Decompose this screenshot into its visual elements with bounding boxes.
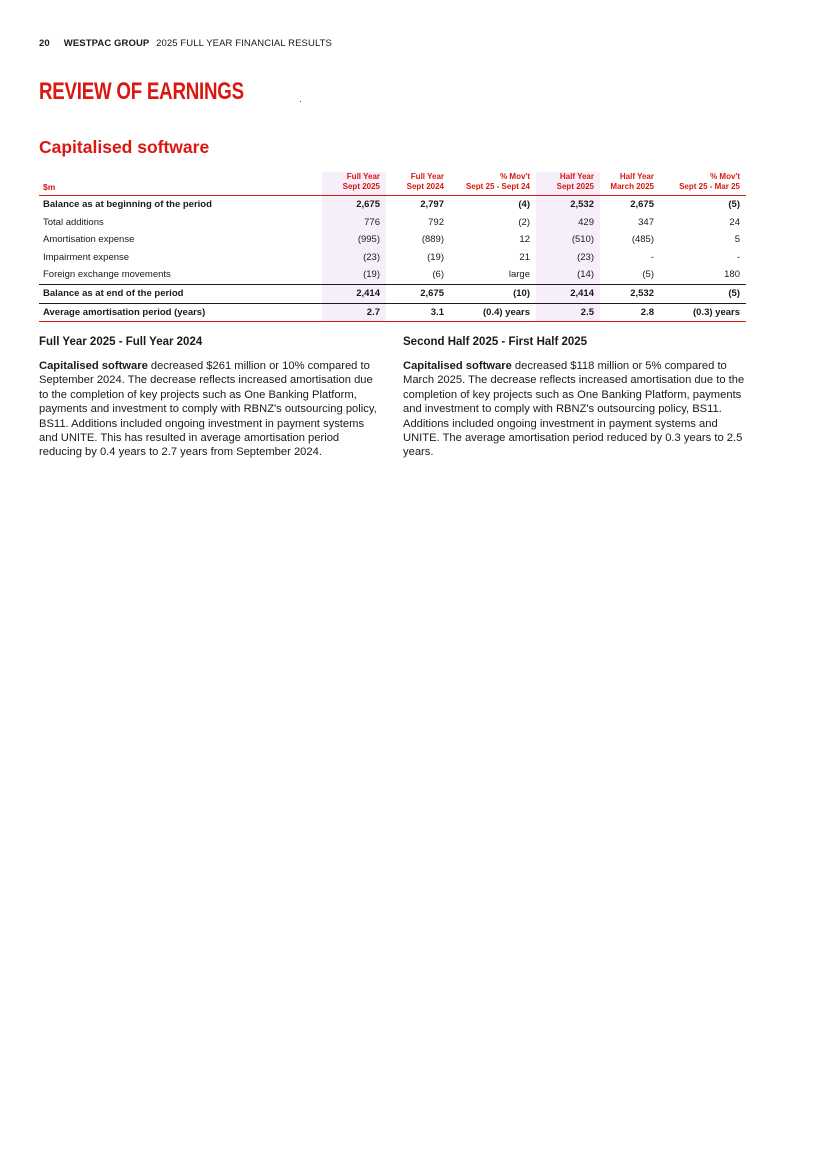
- table-cell: (5): [660, 284, 746, 303]
- table-row: [39, 196, 746, 214]
- table-cell: 21: [519, 251, 530, 263]
- table-cell: (5): [728, 199, 740, 210]
- full-year-heading: Full Year 2025 - Full Year 2024: [39, 336, 203, 348]
- column-header: Half Year Sept 2025: [536, 172, 600, 196]
- row-label: Balance as at beginning of the period: [43, 199, 212, 210]
- table-cell: (5): [642, 269, 654, 281]
- table-cell: 2,414: [322, 284, 386, 303]
- table-header-row: [39, 172, 746, 196]
- table-row: [39, 284, 746, 303]
- table-cell: (19): [322, 266, 386, 284]
- company-name: WESTPAC GROUP: [63, 38, 150, 49]
- table-cell: 792: [428, 216, 444, 228]
- row-label: Total additions: [43, 216, 104, 228]
- row-label: Amortisation expense: [43, 234, 135, 246]
- table-cell: (19): [427, 251, 444, 263]
- page-header: [39, 38, 332, 49]
- half-year-heading: Second Half 2025 - First Half 2025: [403, 336, 588, 348]
- table-cell: (2): [518, 216, 530, 228]
- table-cell: (6): [432, 269, 444, 281]
- table-cell: (0.4) years: [450, 303, 536, 322]
- report-name: 2025 FULL YEAR FINANCIAL RESULTS: [156, 38, 332, 49]
- table-cell: large: [508, 269, 530, 281]
- table-cell: 2,797: [420, 199, 444, 210]
- row-label: Balance as at end of the period: [39, 284, 322, 303]
- table-cell: 2,532: [536, 196, 600, 214]
- table-cell: (889): [421, 234, 444, 246]
- table-cell: 2,532: [600, 284, 660, 303]
- half-year-paragraph: Capitalised software decreased $118 million or 5% compared to March 2025. The decrease reflects increased amortisation due to the completion of key projects such as One Banking Platform, payments and investment to comply with RBNZ's outsourcing policy, BS11. Additions included ongoing investment in payment systems and UNITE. The average amortisation period reduced by 0.3 years to 2.5 years.: [403, 360, 745, 459]
- table-cell: 180: [724, 269, 740, 281]
- table-row: [39, 303, 746, 322]
- table-cell: (23): [322, 249, 386, 267]
- table-cell: (4): [518, 199, 530, 210]
- row-label: Foreign exchange movements: [43, 269, 171, 281]
- page-number: 20: [39, 38, 50, 49]
- table-cell: 2,675: [630, 199, 654, 210]
- column-header: Full Year Sept 2025: [322, 172, 386, 196]
- table-cell: 2,675: [386, 284, 450, 303]
- table-cell: 5: [734, 234, 740, 246]
- unit-label: $m: [43, 182, 56, 192]
- table-cell: 429: [536, 214, 600, 232]
- column-header: Full Year Sept 2024: [406, 172, 444, 191]
- table-cell: 347: [638, 216, 654, 228]
- half-year-commentary: [403, 336, 745, 460]
- table-cell: -: [650, 251, 654, 263]
- table-cell: (510): [536, 231, 600, 249]
- table-cell: 24: [729, 216, 740, 228]
- subsection-title: Capitalised software: [39, 137, 210, 157]
- table-cell: 2,675: [322, 196, 386, 214]
- row-label: Average amortisation period (years): [39, 303, 322, 322]
- table-cell: 2.5: [536, 303, 600, 322]
- table-cell: 776: [322, 214, 386, 232]
- table-cell: 3.1: [386, 303, 450, 322]
- decorative-dot: [300, 101, 301, 102]
- table-row: [39, 266, 746, 284]
- table-cell: 2.8: [600, 303, 660, 322]
- capitalised-software-table: [39, 172, 746, 322]
- table-cell: -: [736, 251, 740, 263]
- table-cell: (23): [536, 249, 600, 267]
- table-row: [39, 249, 746, 267]
- table-cell: 2,414: [536, 284, 600, 303]
- row-label: Impairment expense: [43, 251, 130, 263]
- full-year-commentary: [39, 336, 381, 460]
- table-row: [39, 214, 746, 232]
- table-cell: (0.3) years: [660, 303, 746, 322]
- table-cell: (995): [322, 231, 386, 249]
- full-year-paragraph: Capitalised software decreased $261 million or 10% compared to September 2024. The decrease reflects increased amortisation due to the completion of key projects such as One Banking Platform, payments and investment to comply with RBNZ's outsourcing policy, BS11. Additions included ongoing investment in payment systems and UNITE. This has resulted in average amortisation period reducing by 0.4 years to 2.7 years from September 2024.: [39, 360, 377, 459]
- table-cell: 12: [519, 234, 530, 246]
- table-cell: (485): [631, 234, 654, 246]
- table-cell: 2.7: [322, 303, 386, 322]
- table-row: [39, 231, 746, 249]
- column-header: Half Year March 2025: [610, 172, 654, 191]
- section-title: REVIEW OF EARNINGS: [39, 78, 244, 105]
- column-header: % Mov't Sept 25 - Sept 24: [465, 172, 530, 191]
- table-cell: (14): [536, 266, 600, 284]
- table-cell: (10): [450, 284, 536, 303]
- column-header: % Mov't Sept 25 - Mar 25: [679, 172, 740, 191]
